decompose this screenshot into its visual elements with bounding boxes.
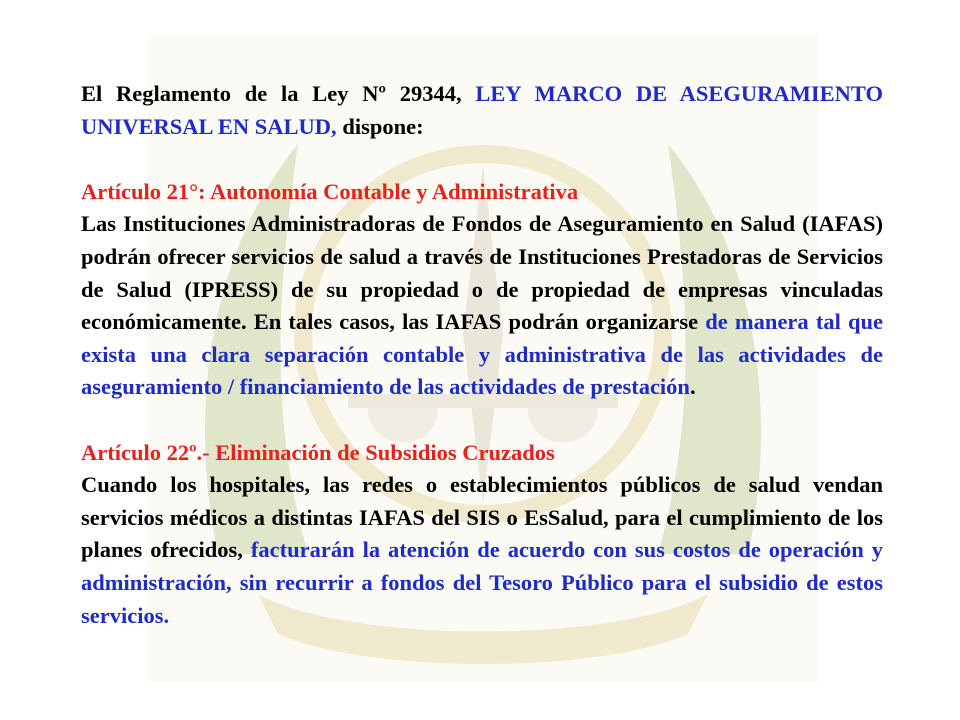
spacer <box>81 404 883 437</box>
article-22-body <box>81 469 883 632</box>
article-21-highlight: de manera tal que exista una clara separación contable y administrativa de las actividades de aseguramiento / financiamiento de las actividades de prestación <box>81 309 883 400</box>
spacer <box>81 143 883 176</box>
article-21-body <box>81 208 883 404</box>
intro-lead: El Reglamento de la Ley Nº 29344, <box>81 81 476 106</box>
article-22-highlight: facturarán la atención de acuerdo con sus costos de operación y administración, sin recurrir a fondos del Tesoro Público para el subsidio de estos servicios. <box>81 537 883 628</box>
intro-paragraph <box>81 78 883 143</box>
article-21-text: Las Instituciones Administradoras de Fondos de Aseguramiento en Salud (IAFAS) podrán ofrecer servicios de salud a través de Instituciones Prestadoras de Servicios de Salud (IPRESS) de su propiedad o de propiedad de empresas vinculadas económicamente. En tales casos, las IAFAS podrán organizarse <box>81 211 883 335</box>
article-21-heading: Artículo 21°: Autonomía Contable y Administrativa <box>81 178 579 204</box>
article-22-text: Cuando los hospitales, las redes o establecimientos públicos de salud vendan servicios médicos a distintas IAFAS del SIS o EsSalud, para el cumplimiento de los planes ofrecidos, <box>81 472 883 563</box>
article-22-heading: Artículo 22º.- Eliminación de Subsidios Cruzados <box>81 439 555 465</box>
intro-tail: dispone: <box>336 113 424 139</box>
document-body <box>81 78 883 632</box>
article-21-end: . <box>689 374 696 400</box>
law-name: LEY MARCO DE ASEGURAMIENTO UNIVERSAL EN SALUD, <box>81 81 884 139</box>
